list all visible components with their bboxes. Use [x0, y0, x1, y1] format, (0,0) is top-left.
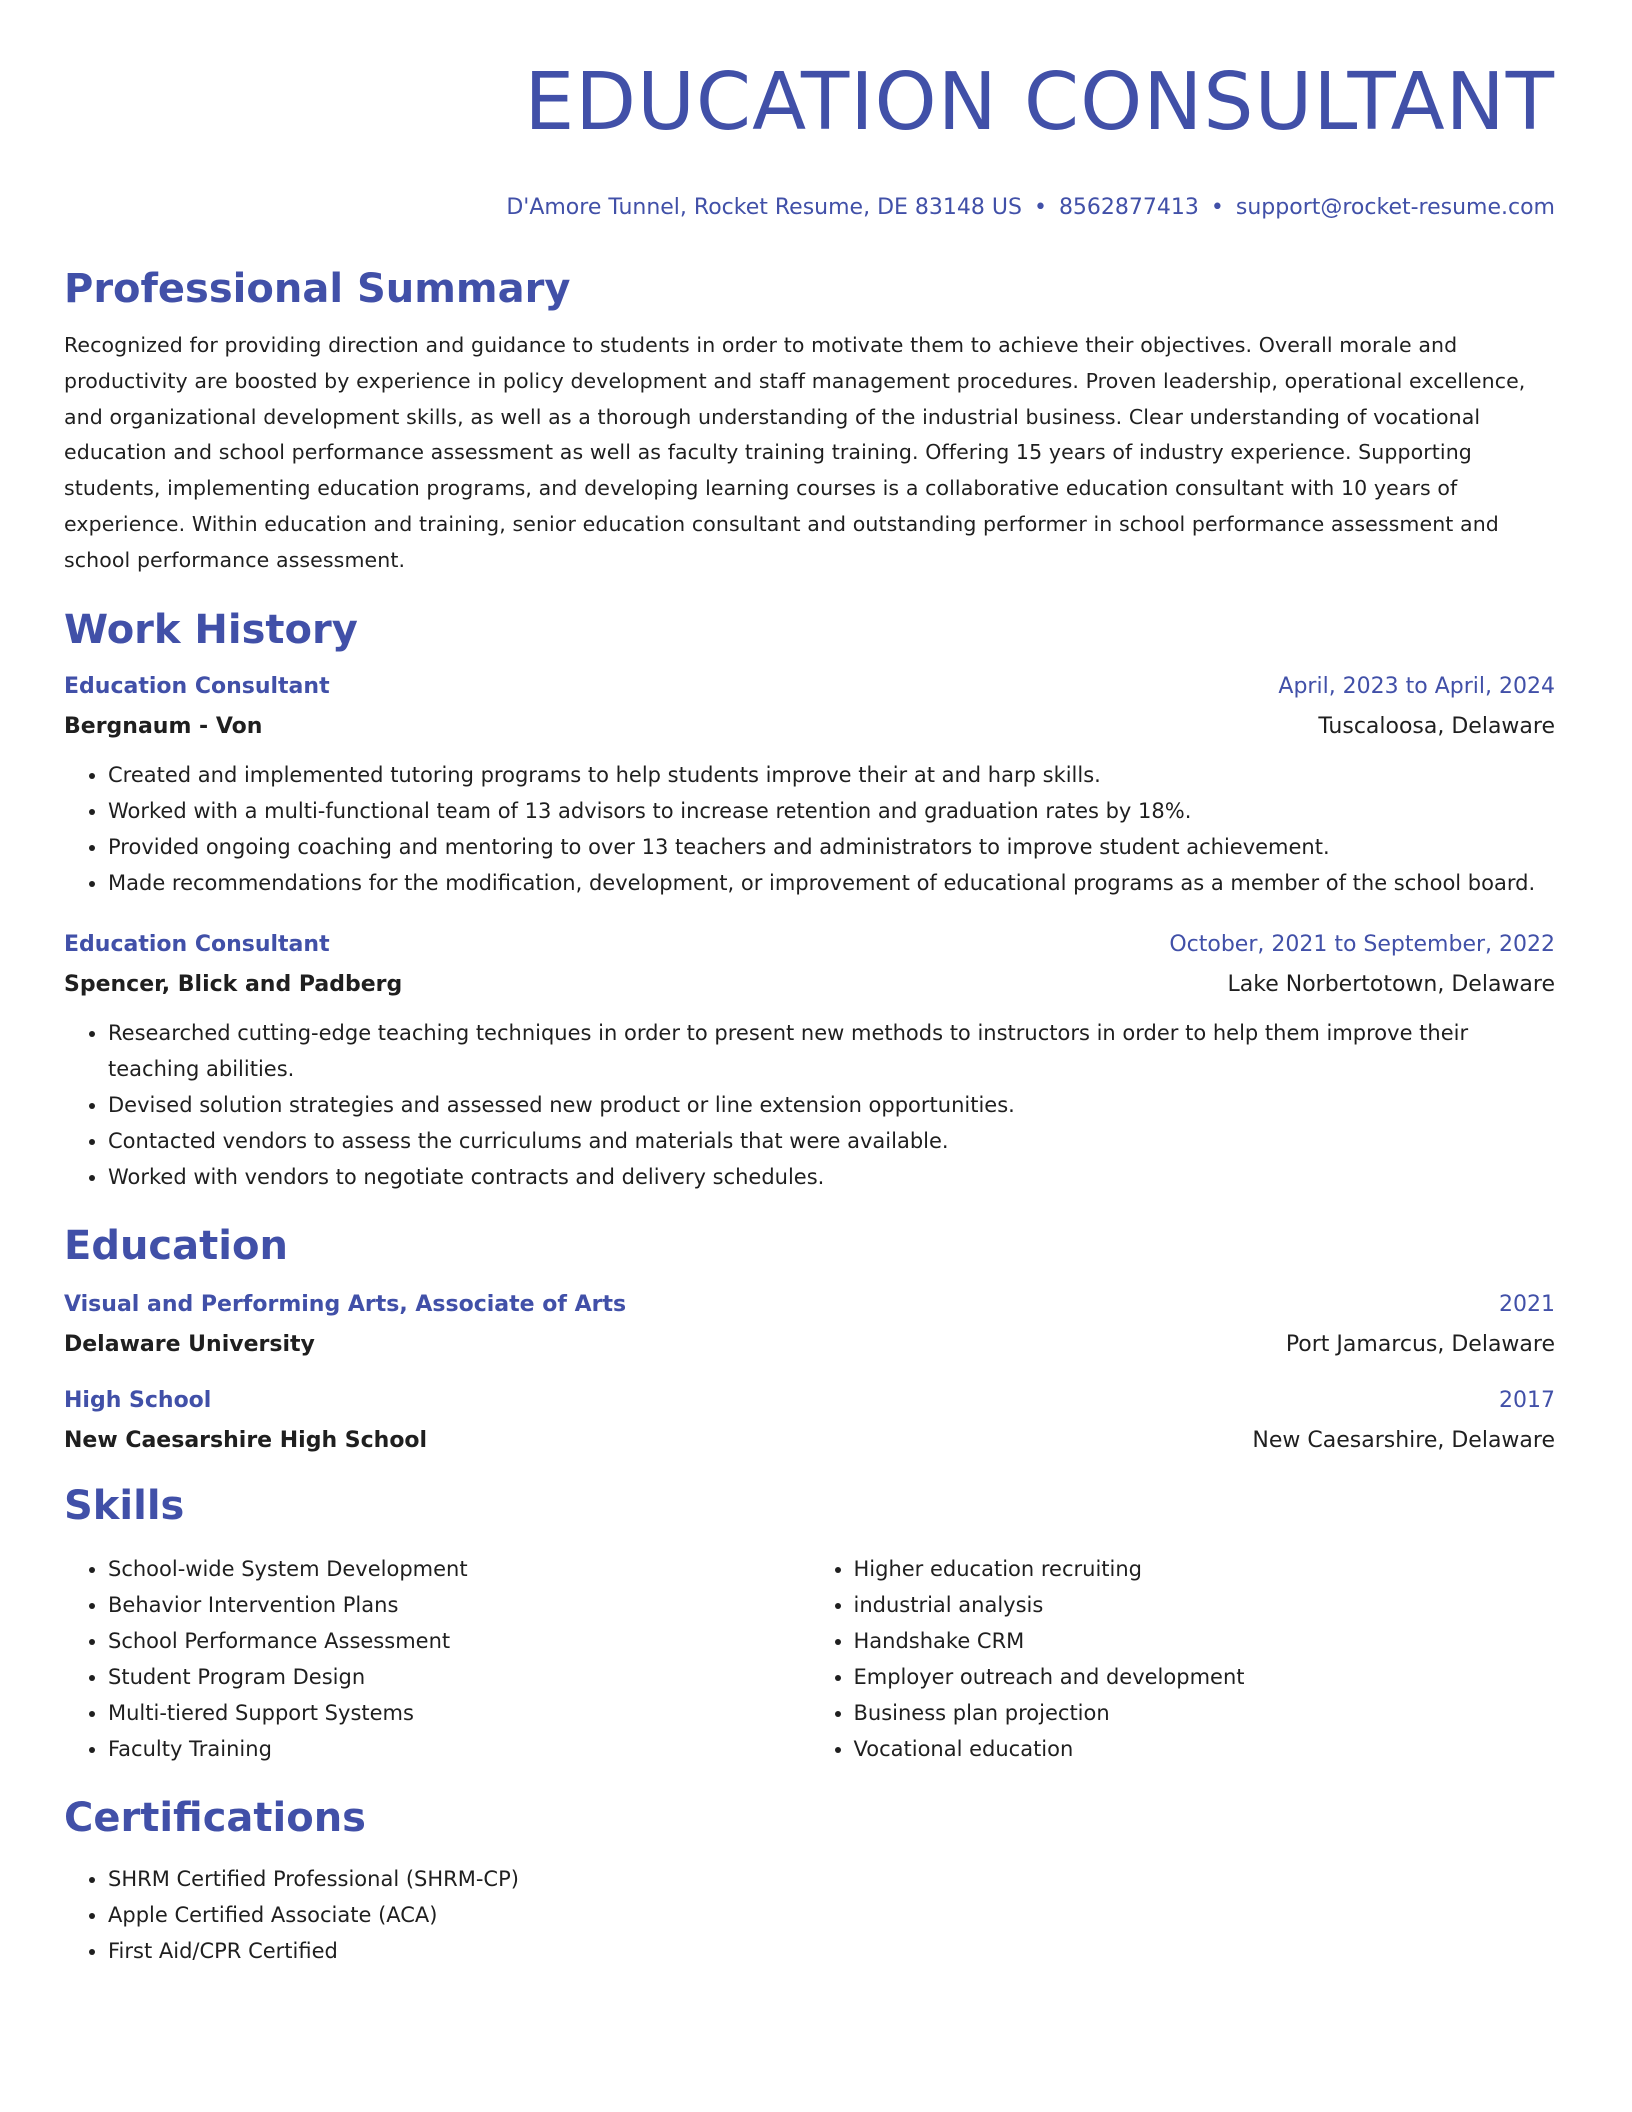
resume-title: EDUCATION CONSULTANT — [524, 56, 1555, 148]
skill-item: • Faculty Training — [108, 1731, 810, 1767]
certifications-heading: Certifications — [64, 1794, 366, 1841]
certifications-list — [64, 1861, 1555, 1969]
certification-item: • Apple Certified Associate (ACA) — [108, 1897, 1555, 1933]
certifications-section — [64, 1793, 1555, 1969]
education-school-row — [64, 1331, 1555, 1359]
education-section — [64, 1221, 1555, 1455]
job-entry — [64, 931, 1555, 1195]
summary-section — [64, 264, 1555, 579]
job-bullet: • Created and implemented tutoring programs to help students improve their at and harp skills. — [108, 757, 1555, 793]
summary-heading: Professional Summary — [64, 266, 571, 312]
job-header-row — [64, 931, 1555, 959]
education-location: Port Jamarcus, Delaware — [1285, 1331, 1555, 1357]
job-bullet: • Worked with a multi-functional team of 13 advisors to increase retention and graduation rates by 18%. — [108, 793, 1555, 829]
skill-item: • Business plan projection — [854, 1695, 1556, 1731]
contact-separator: • — [1033, 195, 1047, 220]
skill-item: • School Performance Assessment — [108, 1623, 810, 1659]
skill-item: • Higher education recruiting — [854, 1551, 1556, 1587]
job-location: Tuscaloosa, Delaware — [1318, 713, 1555, 739]
skill-item: • Employer outreach and development — [854, 1659, 1556, 1695]
job-bullet: • Devised solution strategies and assessed new product or line extension opportunities. — [108, 1087, 1555, 1123]
certification-item: • SHRM Certified Professional (SHRM-CP) — [108, 1861, 1555, 1897]
job-bullet: • Researched cutting-edge teaching techniques in order to present new methods to instructors in order to help them improve their teaching abilities. — [108, 1015, 1555, 1087]
job-company: Spencer, Blick and Padberg — [64, 971, 403, 997]
education-school: New Caesarshire High School — [64, 1427, 428, 1453]
job-company-row — [64, 971, 1555, 999]
skills-list-left — [64, 1551, 810, 1767]
education-entry — [64, 1291, 1555, 1359]
education-header-row — [64, 1291, 1555, 1319]
job-bullets — [64, 757, 1555, 901]
skill-item: • Vocational education — [854, 1731, 1556, 1767]
education-school: Delaware University — [64, 1331, 315, 1357]
education-heading: Education — [64, 1222, 288, 1269]
skill-item: • Multi-tiered Support Systems — [108, 1695, 810, 1731]
education-school-row — [64, 1427, 1555, 1455]
job-bullets — [64, 1015, 1555, 1195]
job-header-row — [64, 673, 1555, 701]
skill-item: • Behavior Intervention Plans — [108, 1587, 810, 1623]
skills-columns — [64, 1551, 1555, 1767]
education-header-row — [64, 1387, 1555, 1415]
skills-section — [64, 1481, 1555, 1767]
contact-separator: • — [1210, 195, 1224, 220]
certification-item: • First Aid/CPR Certified — [108, 1933, 1555, 1969]
education-year: 2021 — [1499, 1291, 1555, 1317]
education-year: 2017 — [1499, 1387, 1555, 1413]
skill-item: • School-wide System Development — [108, 1551, 810, 1587]
job-location: Lake Norbertotown, Delaware — [1227, 971, 1555, 997]
skills-list-right — [810, 1551, 1556, 1767]
resume-page — [64, 0, 1555, 1969]
contact-email: support@rocket-resume.com — [1235, 195, 1555, 220]
job-title: Education Consultant — [64, 931, 330, 957]
education-location: New Caesarshire, Delaware — [1252, 1427, 1555, 1453]
job-bullet: • Made recommendations for the modification, development, or improvement of educational programs as a member of the school board. — [108, 865, 1555, 901]
job-company-row — [64, 713, 1555, 741]
education-degree: Visual and Performing Arts, Associate of Arts — [64, 1291, 627, 1317]
job-title: Education Consultant — [64, 673, 330, 699]
contact-line — [64, 194, 1555, 222]
education-entry — [64, 1387, 1555, 1455]
contact-phone: 8562877413 — [1058, 195, 1199, 220]
job-dates: April, 2023 to April, 2024 — [1278, 673, 1555, 699]
skill-item: • Student Program Design — [108, 1659, 810, 1695]
education-degree: High School — [64, 1387, 212, 1413]
work-history-section — [64, 605, 1555, 1195]
contact-address: D'Amore Tunnel, Rocket Resume, DE 83148 US — [506, 195, 1022, 220]
summary-text: Recognized for providing direction and guidance to students in order to motivate them to achieve their objectives. Overall morale and productivity are boosted by experience in policy development and staff management procedures. Proven leadership, operational excellence, and organizational development skills, as well as a thorough understanding of the industrial business. Clear understanding of vocational education and school performance assessment as well as faculty training training. Offering 15 years of industry experience. Supporting students, implementing education programs, and developing learning courses is a collaborative education consultant with 10 years of experience. Within education and training, senior education consultant and outstanding performer in school performance assessment and school performance assessment. — [64, 333, 1526, 572]
job-bullet: • Provided ongoing coaching and mentoring to over 13 teachers and administrators to improve student achievement. — [108, 829, 1555, 865]
skill-item: • industrial analysis — [854, 1587, 1556, 1623]
job-company: Bergnaum - Von — [64, 713, 263, 739]
work-history-heading: Work History — [64, 606, 358, 653]
job-bullet: • Worked with vendors to negotiate contracts and delivery schedules. — [108, 1159, 1555, 1195]
skills-heading: Skills — [64, 1482, 185, 1529]
job-entry — [64, 673, 1555, 901]
job-bullet: • Contacted vendors to assess the curriculums and materials that were available. — [108, 1123, 1555, 1159]
job-dates: October, 2021 to September, 2022 — [1169, 931, 1555, 957]
skill-item: • Handshake CRM — [854, 1623, 1556, 1659]
